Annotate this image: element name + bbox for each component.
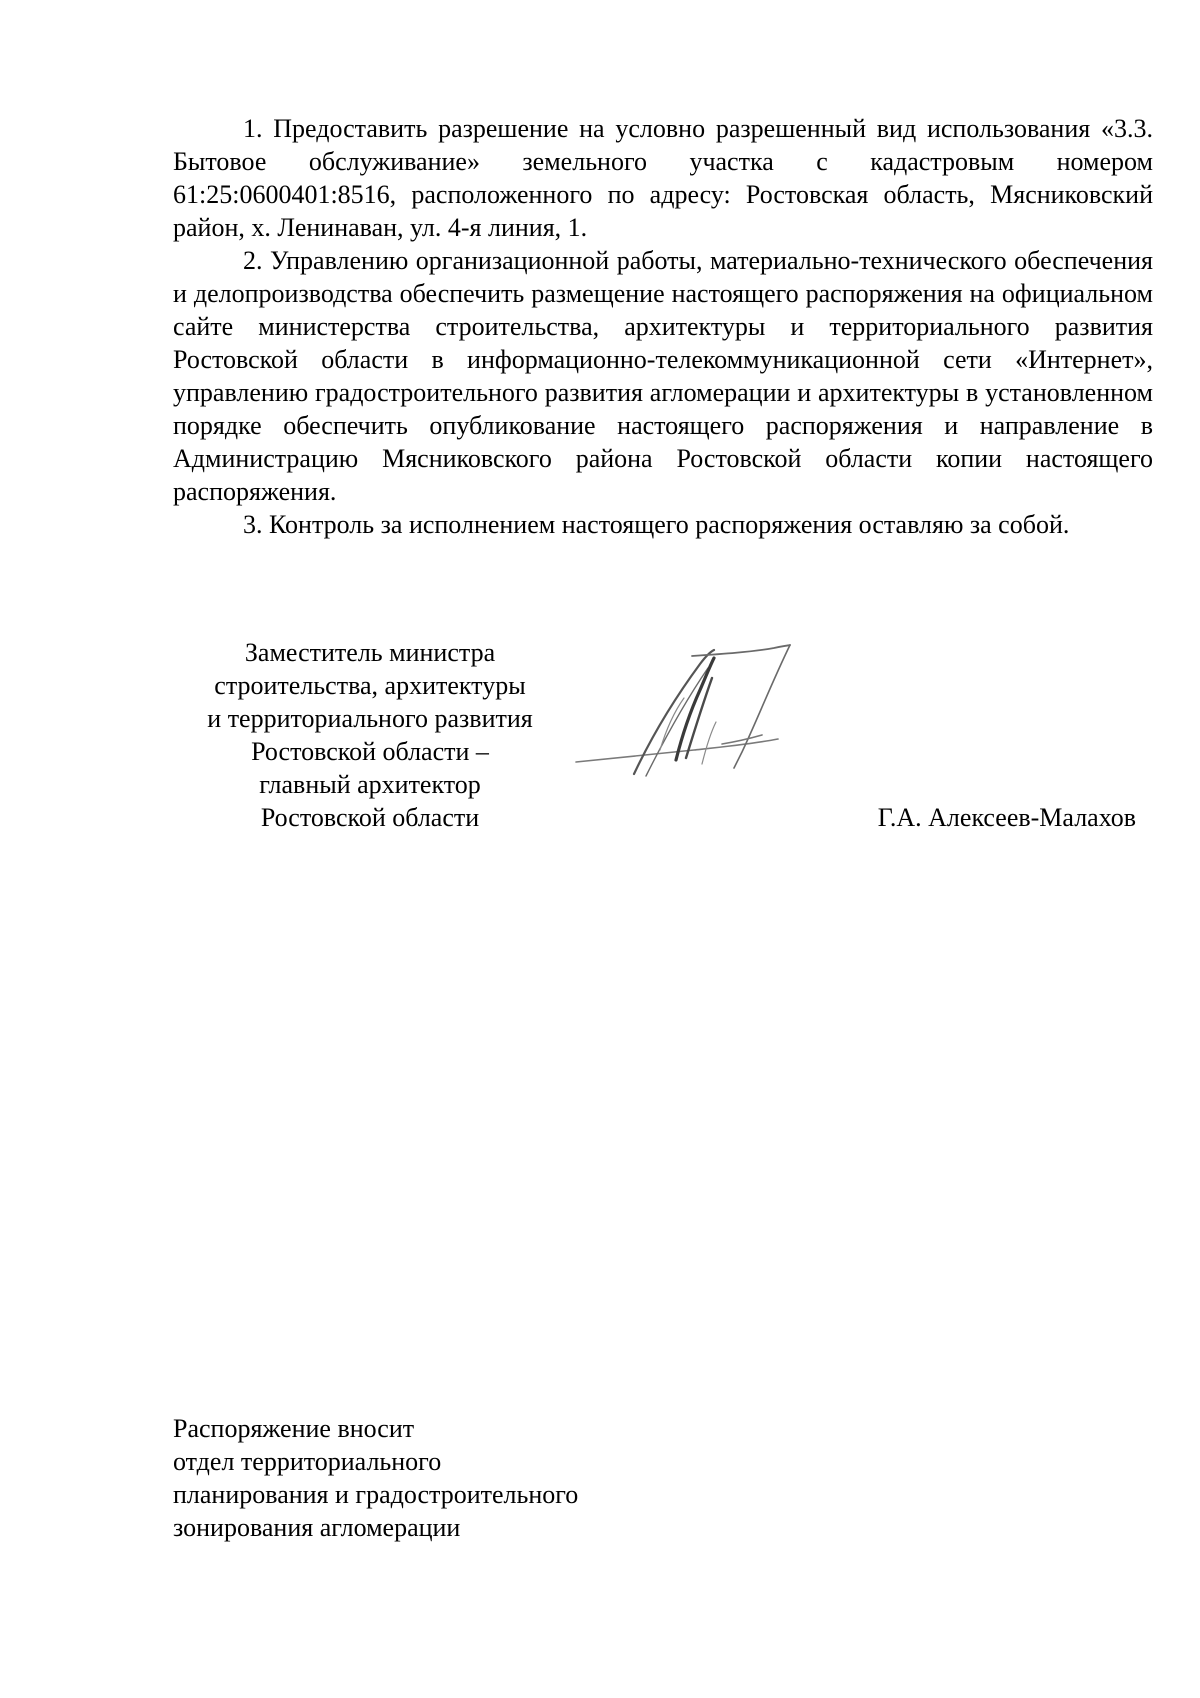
signatory-name: Г.А. Алексеев-Малахов <box>877 803 1136 832</box>
signatory-position-line: строительства, архитектуры <box>214 671 526 700</box>
footer-note <box>173 1412 693 1544</box>
signatory-position-line: главный архитектор <box>259 770 481 799</box>
signatory-position <box>170 636 570 834</box>
signatory-position-line: Ростовской области – <box>251 737 489 766</box>
document-body <box>173 112 1153 541</box>
footer-line: планирования и градостроительного <box>173 1480 579 1509</box>
signatory-position-line: и территориального развития <box>207 704 533 733</box>
handwritten-signature <box>572 640 812 790</box>
footer-line: Распоряжение вносит <box>173 1414 415 1443</box>
signatory-position-line: Ростовской области <box>260 803 480 832</box>
paragraph-2: 2. Управлению организационной работы, материально-технического обеспечения и делопроизводства обеспечить размещение настоящего распоряжения на официальном сайте министерства строительства, архитектуры и территориального развития Ростовской области в информационно-телекоммуникационной сети «Интернет», управлению градостроительного развития агломерации и архитектуры в установленном порядке обеспечить опубликование настоящего распоряжения и направление в Администрацию Мясниковского района Ростовской области копии настоящего распоряжения. <box>173 246 1153 506</box>
footer-line: отдел территориального <box>173 1447 442 1476</box>
signatory-position-line: Заместитель министра <box>244 638 496 667</box>
paragraph-1: 1. Предоставить разрешение на условно разрешенный вид использования «3.3. Бытовое обслуживание» земельного участка с кадастровым номером 61:25:0600401:8516, расположенного по адресу: Ростовская область, Мясниковский район, х. Ленинаван, ул. 4-я линия, 1. <box>173 114 1153 242</box>
paragraph-3: 3. Контроль за исполнением настоящего распоряжения оставляю за собой. <box>243 510 1070 539</box>
footer-line: зонирования агломерации <box>173 1513 461 1542</box>
